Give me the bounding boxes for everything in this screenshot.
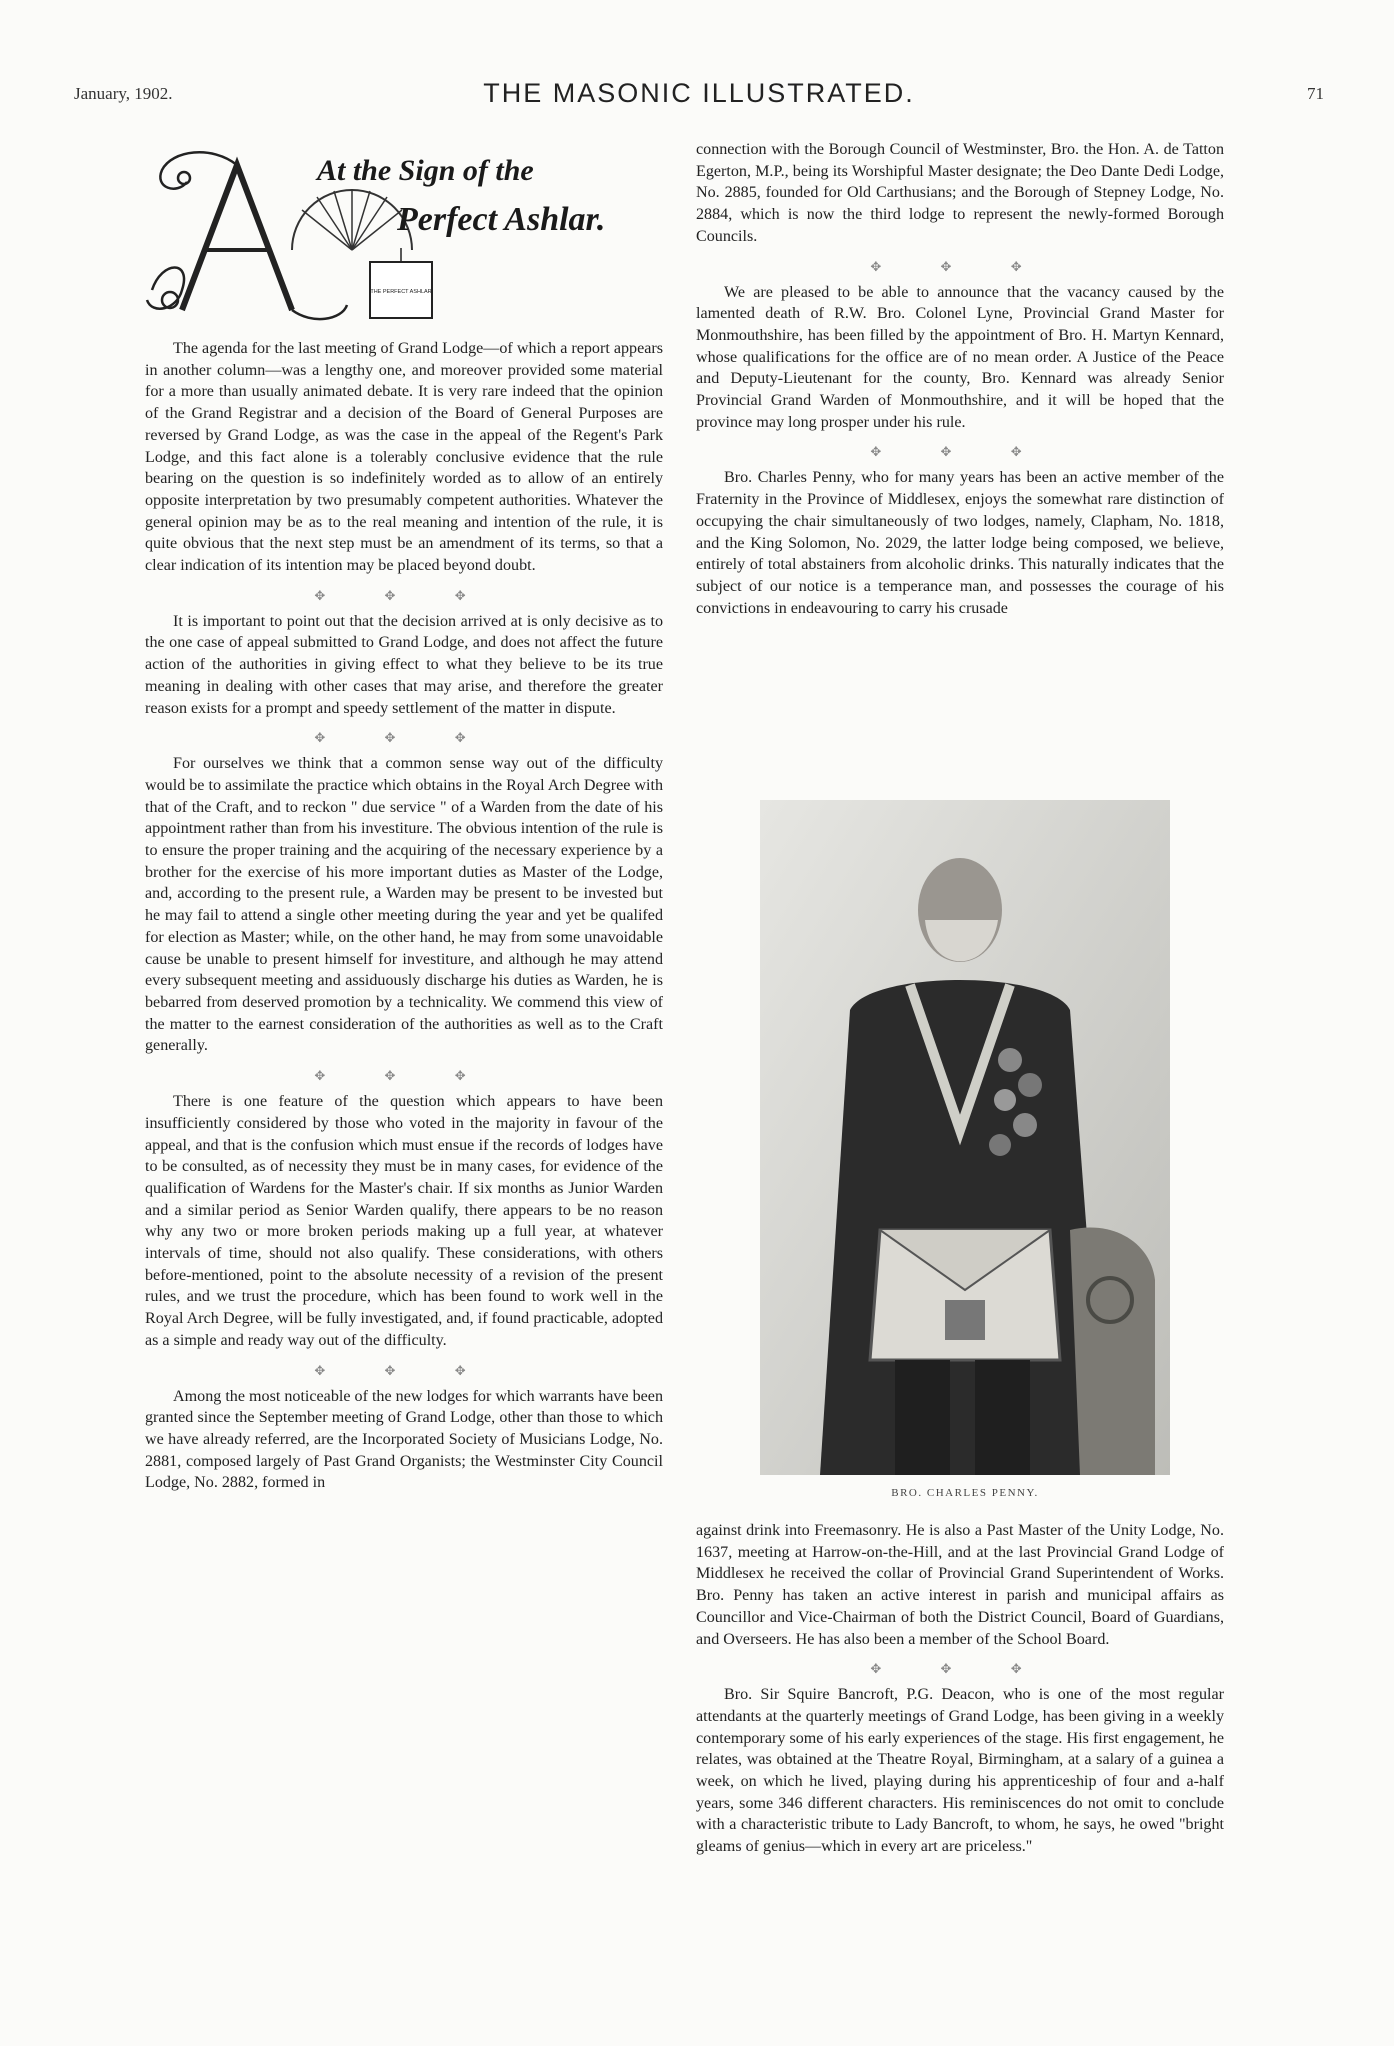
paragraph: Bro. Charles Penny, who for many years has been an active member of the Fraternity in the Province of Middlesex, enjoys the somewhat rare distinction of occupying the chair simultaneously of two lodges, namely, Clapham, No. 1818, and the King Solomon, No. 2029, the latter lodge being composed, we believe, entirely of total abstainers from alcoholic drinks. This naturally indicates that the subject of our notice is a temperance man, and possesses the courage of his convictions in endeavouring to carry his crusade xyxy=(696,469,1224,617)
section-separator: ✥ ✥ ✥ xyxy=(314,730,494,746)
left-column xyxy=(145,338,663,1494)
paragraph: For ourselves we think that a common sense way out of the difficulty would be to assimilate the practice which obtains in the Royal Arch Degree with that of the Craft, and to reckon " due service " of a Warden from the date of his appointment rather than from his investiture. The obvious intention of the rule is to ensure the proper training and the acquiring of the necessary experience by a brother for the exercise of his more important duties as Master of the Lodge, and, according to the present rule, a Warden may be present to be invested but he may fail to attend a single other meeting during the year and yet be qualifed for election as Master; while, on the other hand, he may from some unavoidable cause be unable to present himself for investiture, and although he may attend every subsequent meeting and assiduously discharge his duties as Warden, he is bebarred from deserved promotion by a technicality. We commend this view of the matter to the earnest consideration of the authorities as well as to the Craft generally. xyxy=(145,755,663,1055)
section-separator: ✥ ✥ ✥ xyxy=(870,258,1050,274)
rising-sun-ornament-icon xyxy=(292,189,412,250)
paragraph: connection with the Borough Council of Westminster, Bro. the Hon. A. de Tatton Egerton, M.P., being its Worshipful Master designate; the Deo Dante Dedi Lodge, No. 2885, founded for Old Carthusians; and the Borough of Stepney Lodge, No. 2884, which is now the third lodge to represent the newly-formed Borough Councils. xyxy=(696,141,1224,245)
paragraph: There is one feature of the question which appears to have been insufficiently considered by those who voted in the majority in favour of the appeal, and that is the confusion which must ensue if the records of lodges have to be consulted, as of necessity they must be in many cases, for evidence of the qualification of Wardens for the Master's chair. If six months as Junior Warden and a similar period as Senior Warden qualify, there appears to be no reason why any two or more broken periods making up a full year, at whatever intervals of time, should not also qualify. These considerations, with others before-mentioned, point to the absolute necessity of a revision of the present rules, and we trust the procedure, which has been found to work well in the Royal Arch Degree, will be fully investigated, and, if found practicable, adopted as a simple and ready way out of the difficulty. xyxy=(145,1093,663,1349)
paragraph: Bro. Sir Squire Bancroft, P.G. Deacon, who is one of the most regular attendants at the quarterly meetings of Grand Lodge, has been giving in a weekly contemporary some of his early experiences of the stage. His first engagement, he relates, was obtained at the Theatre Royal, Birmingham, at a salary of a guinea a week, on which he lived, playing during his apprenticeship of four and a-half years, some 346 different characters. His reminiscences do not omit to conclude with a characteristic tribute to Lady Bancroft, to whom, he says, he owed "bright gleams of genius—which in every art are priceless." xyxy=(696,1686,1224,1856)
heading-line-1: At the Sign of the xyxy=(317,154,534,187)
page-number: 71 xyxy=(1307,84,1324,103)
stone-label: THE PERFECT ASHLAR xyxy=(370,289,432,295)
heading-line-2: Perfect Ashlar. xyxy=(397,201,606,238)
masthead-title: THE MASONIC ILLUSTRATED. xyxy=(483,78,915,108)
right-column-top xyxy=(696,139,1224,619)
section-separator: ✥ ✥ ✥ xyxy=(870,444,1050,460)
section-separator: ✥ ✥ ✥ xyxy=(314,1068,494,1084)
page-header xyxy=(74,78,1324,110)
paragraph: Among the most noticeable of the new lodges for which warrants have been granted since the September meeting of Grand Lodge, other than those to which we have already referred, are the Incorporated Society of Musicians Lodge, No. 2881, composed largely of Past Grand Organists; the Westminster City Council Lodge, No. 2882, formed in xyxy=(145,1387,663,1492)
photo-caption: BRO. CHARLES PENNY. xyxy=(891,1487,1039,1499)
paragraph: The agenda for the last meeting of Grand Lodge—of which a report appears in another column—was a lengthy one, and moreover provided some material for a more than usually animated debate. It is very rare indeed that the opinion of the Grand Registrar and a decision of the Board of General Purposes are reversed by Grand Lodge, as was the case in the appeal of the Regent's Park Lodge, and this fact alone is a tolerably conclusive evidence that the rule bearing on the question is so indefinitely worded as to allow of an entirely opposite interpretation by two presumably competent authorities. Whatever the general opinion may be as to the real meaning and intention of the rule, it is quite obvious that the next step must be an amendment of its terms, so that a clear indication of its intention may be placed beyond doubt. xyxy=(145,340,663,575)
section-heading-art xyxy=(142,140,662,330)
paragraph: It is important to point out that the decision arrived at is only decisive as to the one case of appeal submitted to Grand Lodge, and does not affect the future action of the authorities in giving effect to what they believe to be its true meaning in dealing with other cases that may arise, and therefore the greater reason exists for a prompt and speedy settlement of the matter in dispute. xyxy=(145,612,663,717)
issue-date: January, 1902. xyxy=(74,84,173,103)
right-column-bottom xyxy=(696,1520,1224,1858)
portrait-photo xyxy=(760,800,1170,1475)
section-separator: ✥ ✥ ✥ xyxy=(870,1661,1050,1677)
paragraph: against drink into Freemasonry. He is also a Past Master of the Unity Lodge, No. 1637, meeting at Harrow-on-the-Hill, and at the last Provincial Grand Lodge of Middlesex he received the collar of Provincial Grand Superintendent of Works. Bro. Penny has taken an active interest in parish and municipal affairs as Councillor and Vice-Chairman of both the District Council, Board of Guardians, and Overseers. He has also been a member of the School Board. xyxy=(696,1522,1224,1648)
section-separator: ✥ ✥ ✥ xyxy=(314,587,494,603)
perfect-ashlar-stone-icon xyxy=(370,248,432,318)
section-separator: ✥ ✥ ✥ xyxy=(314,1362,494,1378)
paragraph: We are pleased to be able to announce that the vacancy caused by the lamented death of R.W. Bro. Colonel Lyne, Provincial Grand Master for Monmouthshire, has been filled by the appointment of Bro. H. Martyn Kennard, whose qualifications for the office are of no mean order. A Justice of the Peace and Deputy-Lieutenant for the county, Bro. Kennard was already Senior Provincial Grand Warden of Monmouthshire, and it will be hoped that the province may long prosper under his rule. xyxy=(696,283,1224,431)
